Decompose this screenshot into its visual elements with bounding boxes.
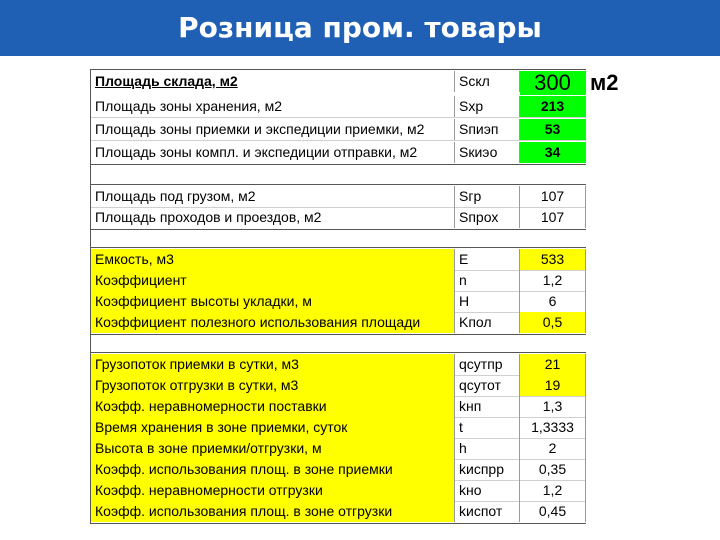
param-name: Коэффициент высоты укладки, м: [90, 291, 455, 312]
param-name: Площадь проходов и проездов, м2: [90, 207, 455, 228]
group-border: [90, 184, 586, 185]
param-symbol: Sпиэп: [455, 119, 520, 140]
param-name: Коэфф. использования площ. в зоне приемки: [90, 459, 455, 480]
param-value: 1,3: [520, 396, 586, 417]
param-symbol: H: [455, 291, 520, 312]
param-value: 0,45: [520, 501, 586, 522]
param-symbol: h: [455, 438, 520, 459]
param-symbol: t: [455, 417, 520, 438]
param-symbol: qсутот: [455, 375, 520, 396]
param-name: Коэфф. неравномерности отгрузки: [90, 480, 455, 501]
group-border: [90, 69, 586, 70]
param-symbol: Sгр: [455, 186, 520, 207]
table-row-sklad: [90, 71, 630, 95]
group-border: [90, 164, 586, 165]
param-name: Коэффициент полезного использования площади: [90, 312, 455, 333]
group-border: [90, 523, 586, 524]
param-value: 107: [520, 186, 586, 207]
param-symbol: Kпол: [455, 312, 520, 333]
group-border: [90, 334, 586, 335]
slide-title: Розница пром. товары: [178, 11, 542, 44]
param-symbol: kно: [455, 480, 520, 501]
param-symbol: kнп: [455, 396, 520, 417]
table-row: [90, 396, 586, 418]
param-value: 1,2: [520, 270, 586, 291]
table-row: [90, 501, 586, 522]
param-value: 1,2: [520, 480, 586, 501]
param-value: 6: [520, 291, 586, 312]
table-row: [90, 119, 586, 141]
param-name: Грузопоток отгрузки в сутки, м3: [90, 375, 455, 396]
group-border: [90, 247, 586, 248]
param-value: 1,3333: [520, 417, 586, 438]
table-row: [90, 438, 586, 460]
param-value: 2: [520, 438, 586, 459]
param-name: Коэфф. использования площ. в зоне отгрузки: [90, 501, 455, 522]
param-name: Время хранения в зоне приемки, суток: [90, 417, 455, 438]
table-row: [90, 417, 586, 439]
param-symbol: kиспот: [455, 501, 520, 522]
param-value: 19: [520, 375, 586, 396]
param-value: 53: [520, 119, 586, 140]
param-symbol: n: [455, 270, 520, 291]
spreadsheet-table: [90, 0, 630, 540]
group-border: [90, 229, 586, 230]
param-symbol: Sхр: [455, 96, 520, 117]
param-value: 107: [520, 207, 586, 228]
param-name: Высота в зоне приемки/отгрузки, м: [90, 438, 455, 459]
param-name: Площадь склада, м2: [90, 71, 455, 92]
param-name: Площадь под грузом, м2: [90, 186, 455, 207]
param-value: 0,5: [520, 312, 586, 333]
param-symbol: E: [455, 249, 520, 270]
table-row: [90, 207, 586, 228]
param-name: Площадь зоны приемки и экспедиции приемки, м2: [90, 119, 455, 140]
param-symbol: kиспрр: [455, 459, 520, 480]
param-value: 34: [520, 142, 586, 163]
param-name: Коэффициент: [90, 270, 455, 291]
param-value: 533: [520, 249, 586, 270]
table-row: [90, 480, 586, 502]
param-name: Площадь зоны хранения, м2: [90, 96, 455, 117]
param-name: Грузопоток приемки в сутки, м3: [90, 354, 455, 375]
table-row: [90, 459, 586, 481]
table-row: [90, 96, 586, 118]
table-row: [90, 291, 586, 313]
param-name: Емкость, м3: [90, 249, 455, 270]
param-value: 213: [520, 96, 586, 117]
param-name: Площадь зоны компл. и экспедиции отправки, м2: [90, 142, 455, 163]
table-row: [90, 354, 586, 376]
table-row: [90, 270, 586, 292]
group-border: [90, 352, 586, 353]
param-symbol: Sкиэо: [455, 142, 520, 163]
table-row: [90, 186, 586, 208]
param-value: 300: [520, 71, 586, 95]
table-left-border: [90, 69, 91, 524]
param-value: 0,35: [520, 459, 586, 480]
param-symbol: qсутпр: [455, 354, 520, 375]
param-symbol: Sпрох: [455, 207, 520, 228]
param-symbol: Sскл: [455, 71, 520, 92]
table-row: [90, 142, 586, 163]
table-row: [90, 249, 586, 271]
table-row: [90, 375, 586, 397]
param-value: 21: [520, 354, 586, 375]
table-row: [90, 312, 586, 333]
param-unit: м2: [590, 71, 619, 95]
param-name: Коэфф. неравномерности поставки: [90, 396, 455, 417]
